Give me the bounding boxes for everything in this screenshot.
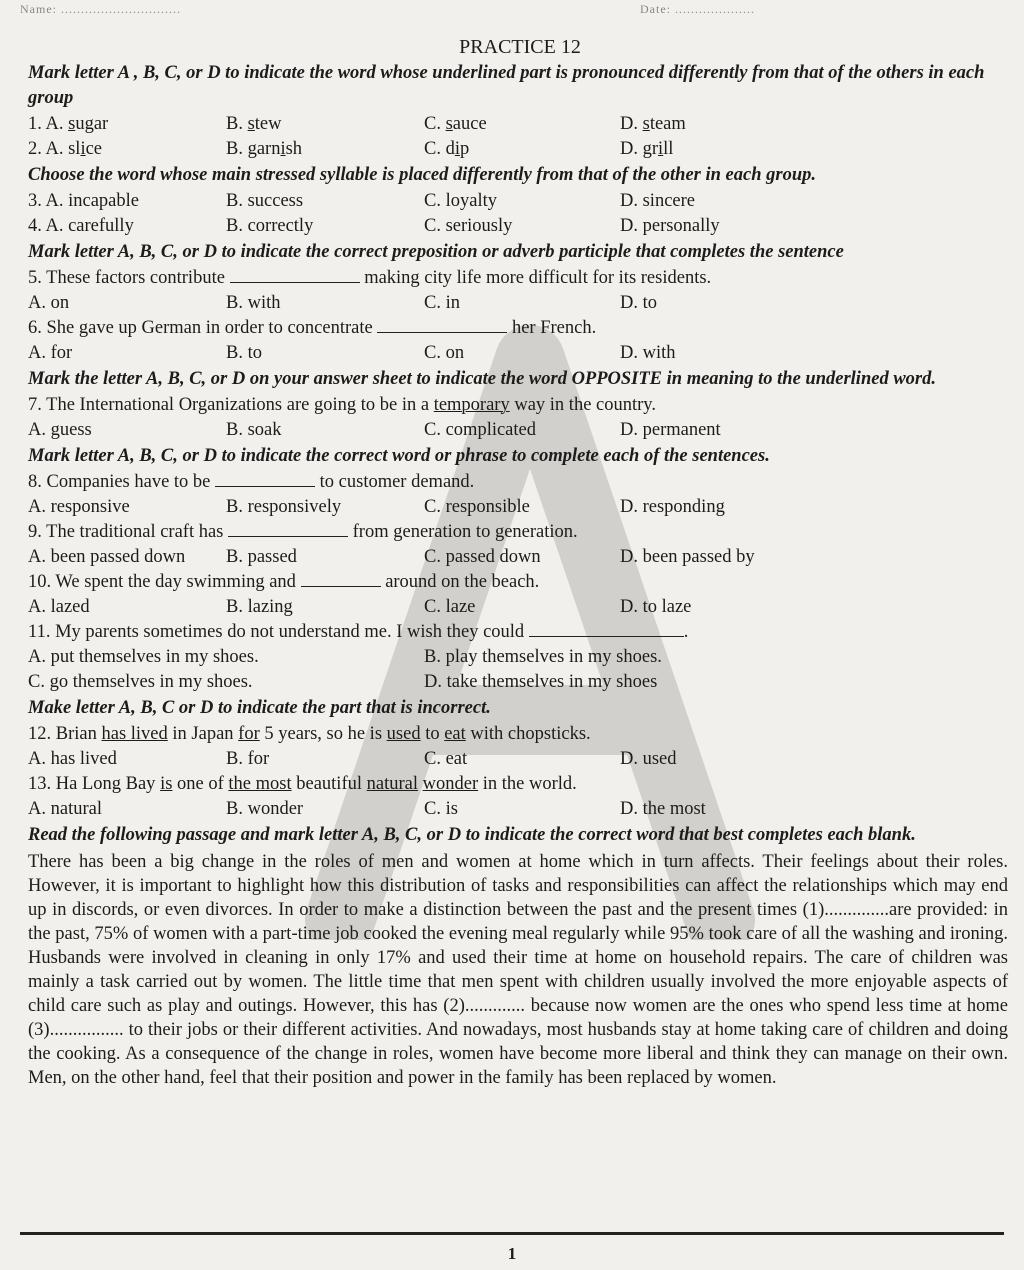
q7-option-c[interactable]: C. complicated	[424, 420, 536, 440]
q11-row-1	[28, 645, 1012, 670]
q2-option-d[interactable]: D. grill	[620, 139, 674, 159]
q2-option-c[interactable]: C. dip	[424, 139, 470, 159]
q9-option-a[interactable]: A. been passed down	[28, 547, 186, 567]
footer-divider	[20, 1232, 1004, 1235]
q4-row	[28, 214, 1012, 239]
q10-stem: 10. We spent the day swimming and around on the beach.	[28, 572, 540, 592]
q8-blank[interactable]	[215, 470, 315, 487]
q3-option-c[interactable]: C. loyalty	[424, 191, 497, 211]
q12-stem: 12. Brian has lived in Japan for 5 years, so he is used to eat with chopsticks.	[28, 724, 591, 744]
q8-option-c[interactable]: C. responsible	[424, 497, 530, 517]
q7-option-a[interactable]: A. guess	[28, 420, 92, 440]
q9-option-d[interactable]: D. been passed by	[620, 547, 755, 567]
q5-option-c[interactable]: C. in	[424, 293, 460, 313]
section-1-instruction: Mark letter A , B, C, or D to indicate the word whose underlined part is pronounced differently from that of the others in each group	[28, 63, 985, 108]
section-5-instruction: Mark letter A, B, C, or D to indicate the correct word or phrase to complete each of the sentences.	[28, 446, 770, 466]
worksheet	[28, 60, 1012, 1090]
q8-row	[28, 495, 1012, 520]
q13-stem: 13. Ha Long Bay is one of the most beautiful natural wonder in the world.	[28, 774, 577, 794]
q9-blank[interactable]	[228, 520, 348, 537]
q11-stem: 11. My parents sometimes do not understand me. I wish they could .	[28, 622, 689, 642]
q9-row	[28, 545, 1012, 570]
section-3-instruction: Mark letter A, B, C, or D to indicate the correct preposition or adverb participle that completes the sentence	[28, 242, 844, 262]
q3-option-d[interactable]: D. sincere	[620, 191, 695, 211]
name-field: Name: ..............................	[20, 2, 181, 16]
q11-blank[interactable]	[529, 620, 684, 637]
header-line	[20, 2, 1004, 17]
q7-option-b[interactable]: B. soak	[226, 420, 282, 440]
q5-row	[28, 291, 1012, 316]
q13-option-c[interactable]: C. is	[424, 799, 458, 819]
q2-option-b[interactable]: B. garnish	[226, 139, 303, 159]
q4-option-a[interactable]: 4. A. carefully	[28, 216, 134, 236]
q10-blank[interactable]	[301, 570, 381, 587]
q1-option-a[interactable]: 1. A. sugar	[28, 114, 109, 134]
q9-stem: 9. The traditional craft has from generation to generation.	[28, 522, 578, 542]
q11-row-2	[28, 670, 1012, 695]
q4-option-c[interactable]: C. seriously	[424, 216, 513, 236]
q9-option-b[interactable]: B. passed	[226, 547, 297, 567]
q6-option-d[interactable]: D. with	[620, 343, 676, 363]
page-number: 1	[507, 1244, 517, 1263]
q8-option-a[interactable]: A. responsive	[28, 497, 130, 517]
q7-row	[28, 418, 1012, 443]
q11-option-d[interactable]: D. take themselves in my shoes	[424, 672, 658, 692]
q12-option-c[interactable]: C. eat	[424, 749, 468, 769]
q7-stem: 7. The International Organizations are going to be in a temporary way in the country.	[28, 395, 656, 415]
q8-option-b[interactable]: B. responsively	[226, 497, 342, 517]
q10-row	[28, 595, 1012, 620]
q13-option-a[interactable]: A. natural	[28, 799, 102, 819]
q1-option-b[interactable]: B. stew	[226, 114, 282, 134]
q6-stem: 6. She gave up German in order to concentrate her French.	[28, 318, 597, 338]
q6-option-c[interactable]: C. on	[424, 343, 465, 363]
q8-option-d[interactable]: D. responding	[620, 497, 725, 517]
q11-option-c[interactable]: C. go themselves in my shoes.	[28, 672, 253, 692]
q5-stem: 5. These factors contribute making city life more difficult for its residents.	[28, 268, 712, 288]
section-6-instruction: Make letter A, B, C or D to indicate the part that is incorrect.	[28, 698, 491, 718]
q3-option-a[interactable]: 3. A. incapable	[28, 191, 139, 211]
page-title: PRACTICE 12	[459, 36, 581, 58]
q5-option-d[interactable]: D. to	[620, 293, 657, 313]
q12-option-a[interactable]: A. has lived	[28, 749, 117, 769]
q9-option-c[interactable]: C. passed down	[424, 547, 541, 567]
q12-option-b[interactable]: B. for	[226, 749, 270, 769]
q6-row	[28, 341, 1012, 366]
q10-option-c[interactable]: C. laze	[424, 597, 476, 617]
q13-option-b[interactable]: B. wonder	[226, 799, 304, 819]
q1-option-d[interactable]: D. steam	[620, 114, 686, 134]
q5-option-b[interactable]: B. with	[226, 293, 281, 313]
q6-blank[interactable]	[377, 316, 507, 333]
q1-option-c[interactable]: C. sauce	[424, 114, 487, 134]
q12-row	[28, 747, 1012, 772]
q7-option-d[interactable]: D. permanent	[620, 420, 721, 440]
q12-option-d[interactable]: D. used	[620, 749, 677, 769]
q6-option-b[interactable]: B. to	[226, 343, 262, 363]
date-field: Date: ....................	[640, 2, 755, 16]
section-2-instruction: Choose the word whose main stressed syllable is placed differently from that of the other in each group.	[28, 165, 816, 185]
q5-blank[interactable]	[230, 266, 360, 283]
q13-option-d[interactable]: D. the most	[620, 799, 706, 819]
q11-option-b[interactable]: B. play themselves in my shoes.	[424, 647, 662, 667]
q6-option-a[interactable]: A. for	[28, 343, 73, 363]
q10-option-d[interactable]: D. to laze	[620, 597, 692, 617]
q2-row	[28, 137, 1012, 162]
q2-option-a[interactable]: 2. A. slice	[28, 139, 103, 159]
q13-row	[28, 797, 1012, 822]
reading-passage: There has been a big change in the roles of men and women at home which in turn affects. Their feelings about their roles. However, it is important to highlight how this distribution of tasks and responsibilities can affect the relationships which may end up in discords, or even divorces. In order to make a distinction between the past and the present times (1)..............are provided: in the past, 75% of women with a part-time job cooked the evening meal regularly while 95% took care of all the washing and ironing. Husbands were involved in cleaning in only 17% and used their time at home on household repairs. The care of children was mainly a task carried out by women. The little time that men spent with children usually involved the more enjoyable aspects of child care such as play and outings. However, this has (2)............. because now women are the ones who spend less time at home (3)................ to their jobs or their different activities. And nowadays, most husbands stay at home taking care of children and doing the cooking. As a consequence of the change in roles, women have become more liberal and think they can manage on their own. Men, on the other hand, feel that their position and power in the family has been replaced by women.	[28, 852, 1008, 1088]
q11-option-a[interactable]: A. put themselves in my shoes.	[28, 647, 259, 667]
q4-option-b[interactable]: B. correctly	[226, 216, 314, 236]
q3-row	[28, 189, 1012, 214]
q10-option-b[interactable]: B. lazing	[226, 597, 293, 617]
q8-stem: 8. Companies have to be to customer demand.	[28, 472, 475, 492]
q4-option-d[interactable]: D. personally	[620, 216, 720, 236]
q3-option-b[interactable]: B. success	[226, 191, 304, 211]
q1-row	[28, 112, 1012, 137]
q10-option-a[interactable]: A. lazed	[28, 597, 90, 617]
section-4-instruction: Mark the letter A, B, C, or D on your answer sheet to indicate the word OPPOSITE in meaning to the underlined word.	[28, 369, 936, 389]
section-7-instruction: Read the following passage and mark letter A, B, C, or D to indicate the correct word that best completes each blank.	[28, 825, 916, 845]
q5-option-a[interactable]: A. on	[28, 293, 70, 313]
